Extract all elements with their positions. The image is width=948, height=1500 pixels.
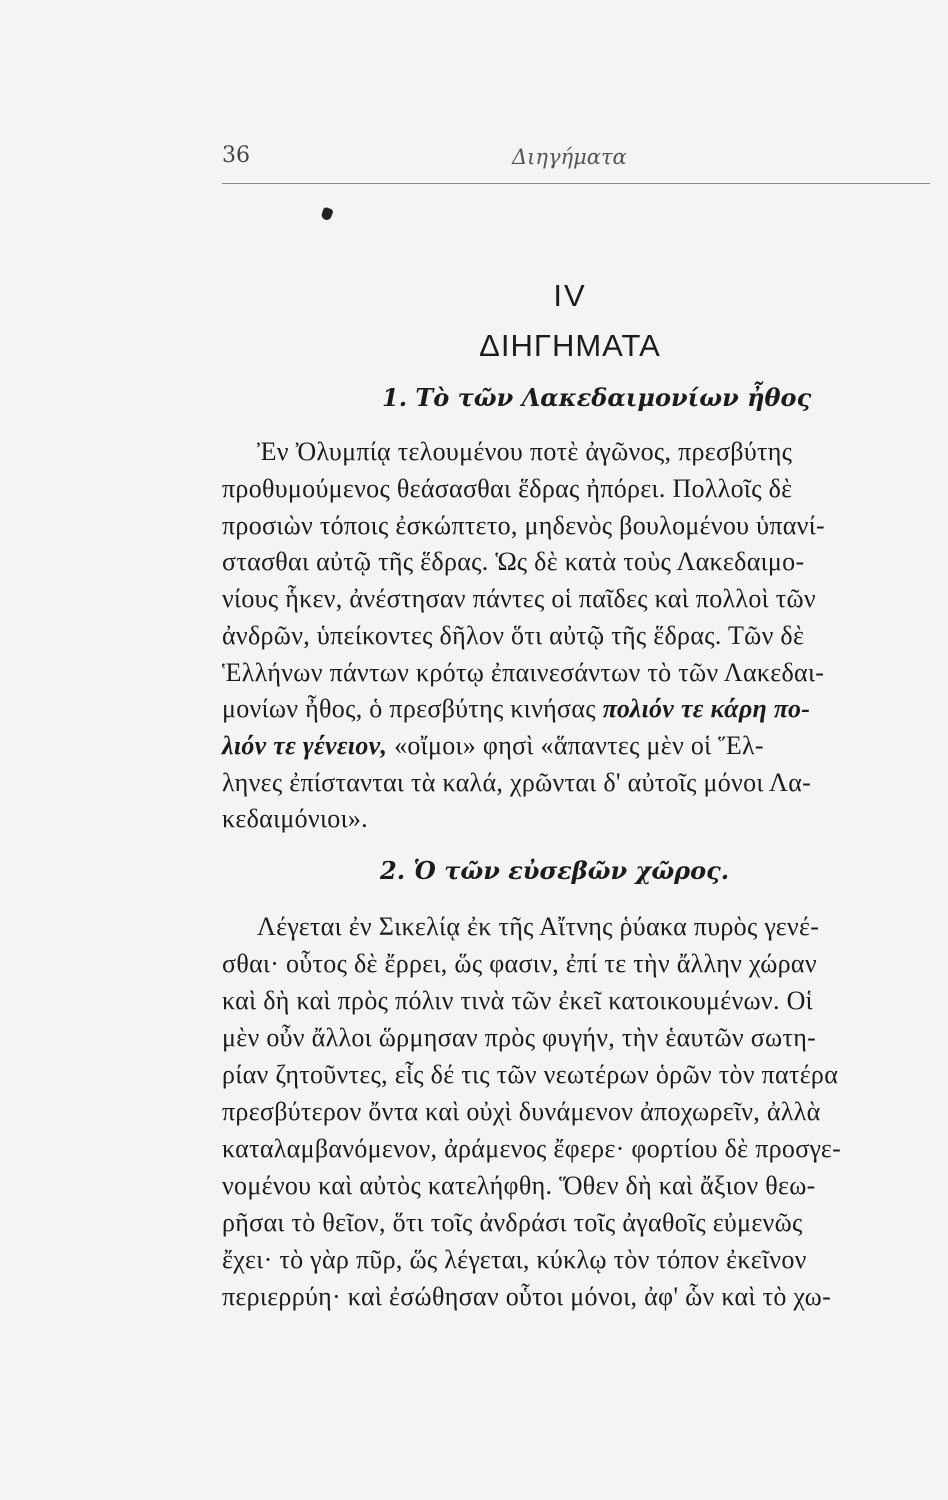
section-1-line: ἀνδρῶν, ὑπείκοντες δῆλον ὅτι αὐτῷ τῆς ἕδρας. Τῶν δὲ (222, 621, 805, 650)
section-1-line: προσιὼν τόποις ἐσκώπτετο, μηδενὸς βουλομένου ὑπανί- (222, 511, 825, 540)
section-1-line: κεδαιμόνιοι». (222, 804, 368, 833)
section-2-line: περιερρύη· καὶ ἐσώθησαν οὗτοι μόνοι, ἀφ' ὧν καὶ τὸ χω- (222, 1282, 832, 1311)
homeric-quote: πολιόν τε κάρη πο- (602, 694, 811, 723)
section-1-title: 1. Τὸ τῶν Λακεδαιμονίων ἦθος (382, 383, 812, 412)
ink-mark-icon (320, 207, 334, 222)
section-1-line: Ἑλλήνων πάντων κρότῳ ἐπαινεσάντων τὸ τῶν Λακεδαι- (222, 658, 825, 687)
chapter-title: ΔΙΗΓΗΜΑΤΑ (479, 328, 661, 363)
section-2-line: ἔχει· τὸ γὰρ πῦρ, ὥς λέγεται, κύκλῳ τὸν τόπον ἐκεῖνον (222, 1245, 807, 1274)
section-2-line: πρεσβύτερον ὄντα καὶ οὐχὶ δυνάμενον ἀποχωρεῖν, ἀλλὰ (222, 1097, 821, 1126)
section-1-line: στασθαι αὐτῷ τῆς ἕδρας. Ὡς δὲ κατὰ τοὺς Λακεδαιμο- (222, 547, 805, 576)
section-2-line: ρίαν ζητοῦντες, εἷς δέ τις τῶν νεωτέρων ὁρῶν τὸν πατέρα (222, 1060, 839, 1089)
chapter-number: IV (553, 278, 587, 313)
section-1-line-text: «οἴμοι» φησὶ «ἅπαντες μὲν οἱ Ἕλ- (394, 731, 764, 760)
section-1-line (222, 731, 764, 761)
section-2-title: 2. Ὁ τῶν εὐσεβῶν χῶρος. (380, 856, 730, 885)
section-1-line: προθυμούμενος θεάσασθαι ἕδρας ἠπόρει. Πολλοῖς δὲ (222, 474, 793, 503)
section-2-line: σθαι· οὗτος δὲ ἔρρει, ὥς φασιν, ἐπί τε τὴν ἄλλην χώραν (222, 949, 817, 978)
section-1-line (222, 694, 810, 724)
section-1-line: Ἐν Ὀλυμπίᾳ τελουμένου ποτὲ ἀγῶνος, πρεσβύτης (257, 437, 793, 466)
homeric-quote: λιόν τε γένειον, (222, 731, 388, 760)
section-1-line-text: μονίων ἦθος, ὁ πρεσβύτης κινήσας (222, 694, 596, 723)
section-2-line: Λέγεται ἐν Σικελίᾳ ἐκ τῆς Αἴτνης ῥύακα πυρὸς γενέ- (257, 912, 820, 941)
section-2-line: μὲν οὖν ἄλλοι ὥρμησαν πρὸς φυγήν, τὴν ἑαυτῶν σωτη- (222, 1023, 817, 1052)
section-2-line: ρῆσαι τὸ θεῖον, ὅτι τοῖς ἀνδράσι τοῖς ἀγαθοῖς εὐμενῶς (222, 1208, 803, 1237)
section-2-line: καὶ δὴ καὶ πρὸς πόλιν τινὰ τῶν ἐκεῖ κατοικουμένων. Οἱ (222, 986, 813, 1015)
page-header (222, 143, 930, 184)
running-head: Διηγήματα (512, 145, 627, 169)
page-number: 36 (222, 143, 250, 168)
section-1-line: ληνες ἐπίστανται τὰ καλά, χρῶνται δ' αὐτοῖς μόνοι Λα- (222, 768, 812, 797)
section-2-line: καταλαμβανόμενον, ἀράμενος ἔφερε· φορτίου δὲ προσγε- (222, 1134, 842, 1163)
section-2-line: νομένου καὶ αὐτὸς κατελήφθη. Ὅθεν δὴ καὶ ἄξιον θεω- (222, 1171, 816, 1200)
section-1-line: νίους ἧκεν, ἀνέστησαν πάντες οἱ παῖδες καὶ πολλοὶ τῶν (222, 584, 816, 613)
